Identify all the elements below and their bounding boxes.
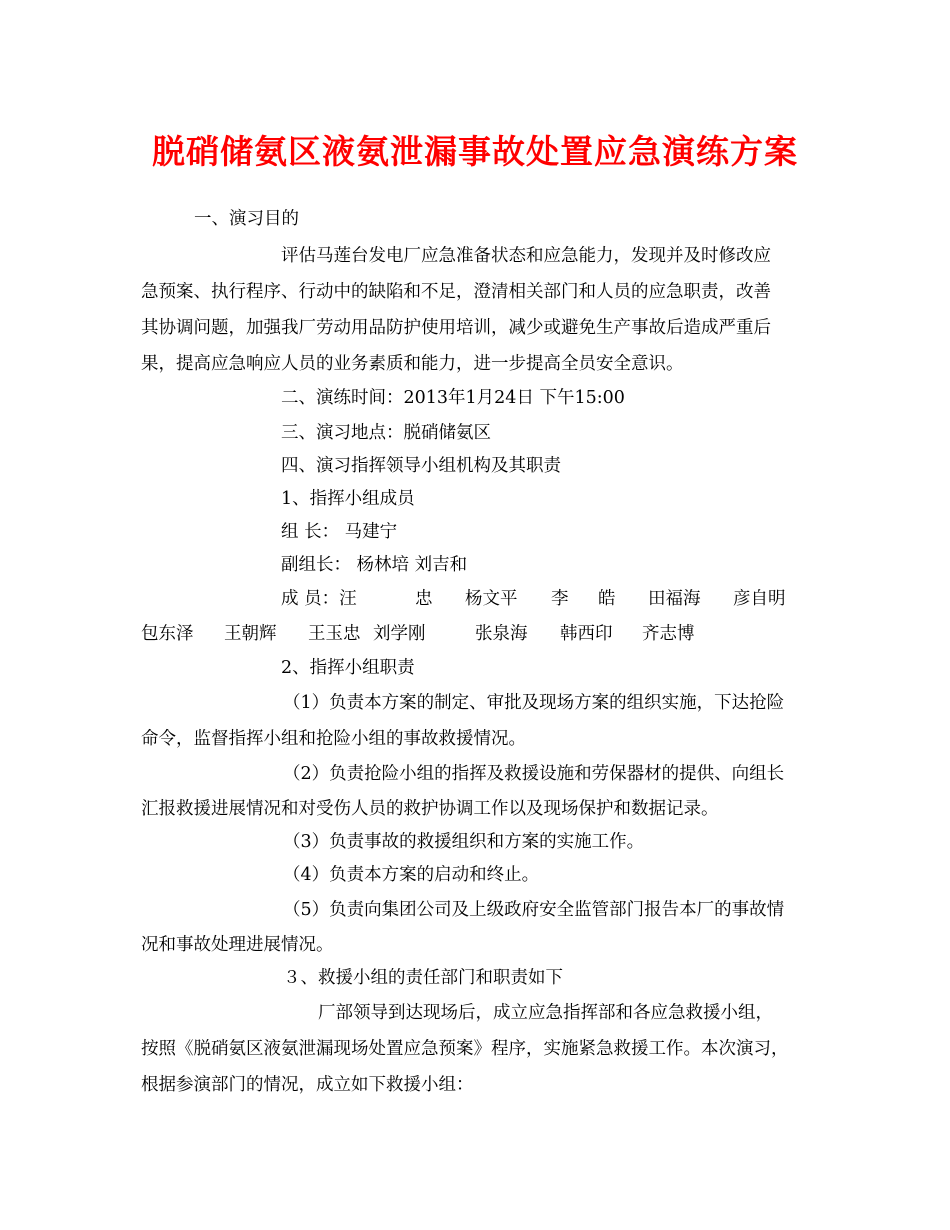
subsection-heading-rescue: ３、救援小组的责任部门和职责如下	[283, 968, 563, 988]
member-name: 张泉海	[475, 624, 528, 644]
member-name: 成 员：汪	[281, 589, 357, 609]
paragraph-line: 其协调问题，加强我厂劳动用品防护使用培训，减少或避免生产事故后造成严重后	[141, 318, 771, 338]
drill-time: 二、演练时间：2013年1月24日 下午15:00	[281, 388, 625, 408]
deputy-leaders: 副组长： 杨林培 刘吉和	[281, 555, 468, 575]
paragraph-line: 按照《脱硝氨区液氨泄漏现场处置应急预案》程序，实施紧急救援工作。本次演习，	[141, 1039, 789, 1059]
paragraph-line: 果，提高应急响应人员的业务素质和能力，进一步提高全员安全意识。	[141, 354, 684, 374]
duty-item: （1）负责本方案的制定、审批及现场方案的组织实施，下达抢险	[283, 693, 785, 713]
member-name: 田福海	[648, 589, 701, 609]
member-name: 皓	[598, 589, 616, 609]
member-name: 彦自明	[733, 589, 786, 609]
member-name: 忠	[415, 589, 433, 609]
member-name: 李	[551, 589, 569, 609]
duty-item-continued: 汇报救援进展情况和对受伤人员的救护协调工作以及现场保护和数据记录。	[141, 799, 719, 819]
member-name: 齐志博	[642, 624, 695, 644]
team-leader: 组 长： 马建宁	[281, 522, 398, 542]
member-name: 韩西印	[560, 624, 613, 644]
paragraph-line: 厂部领导到达现场后，成立应急指挥部和各应急救援小组，	[318, 1003, 773, 1023]
member-name: 包东泽	[141, 624, 194, 644]
member-name: 王玉忠	[308, 624, 361, 644]
section-heading-command: 四、演习指挥领导小组机构及其职责	[281, 456, 561, 476]
members-row-1	[0, 587, 950, 611]
member-name: 刘学刚	[373, 624, 426, 644]
section-heading-purpose: 一、演习目的	[194, 209, 299, 229]
paragraph-line: 急预案、执行程序、行动中的缺陷和不足，澄清相关部门和人员的应急职责，改善	[141, 282, 771, 302]
duty-item: （5）负责向集团公司及上级政府安全监管部门报告本厂的事故情	[283, 900, 785, 920]
duty-item: （4）负责本方案的启动和终止。	[283, 865, 540, 885]
members-row-2	[0, 622, 950, 646]
paragraph-line: 评估马莲台发电厂应急准备状态和应急能力，发现并及时修改应	[281, 246, 771, 266]
duty-item-continued: 况和事故处理进展情况。	[141, 935, 334, 955]
duty-item-continued: 命令，监督指挥小组和抢险小组的事故救援情况。	[141, 729, 526, 749]
drill-location: 三、演习地点：脱硝储氨区	[281, 423, 491, 443]
subsection-heading-duties: 2、指挥小组职责	[281, 658, 415, 678]
subsection-heading-members: 1、指挥小组成员	[281, 489, 415, 509]
duty-item: （2）负责抢险小组的指挥及救援设施和劳保器材的提供、向组长	[283, 764, 785, 784]
member-name: 杨文平	[465, 589, 518, 609]
document-title: 脱硝储氨区液氨泄漏事故处置应急演练方案	[152, 132, 798, 171]
duty-item: （3）负责事故的救援组织和方案的实施工作。	[283, 832, 645, 852]
paragraph-line: 根据参演部门的情况，成立如下救援小组：	[141, 1075, 474, 1095]
member-name: 王朝辉	[224, 624, 277, 644]
